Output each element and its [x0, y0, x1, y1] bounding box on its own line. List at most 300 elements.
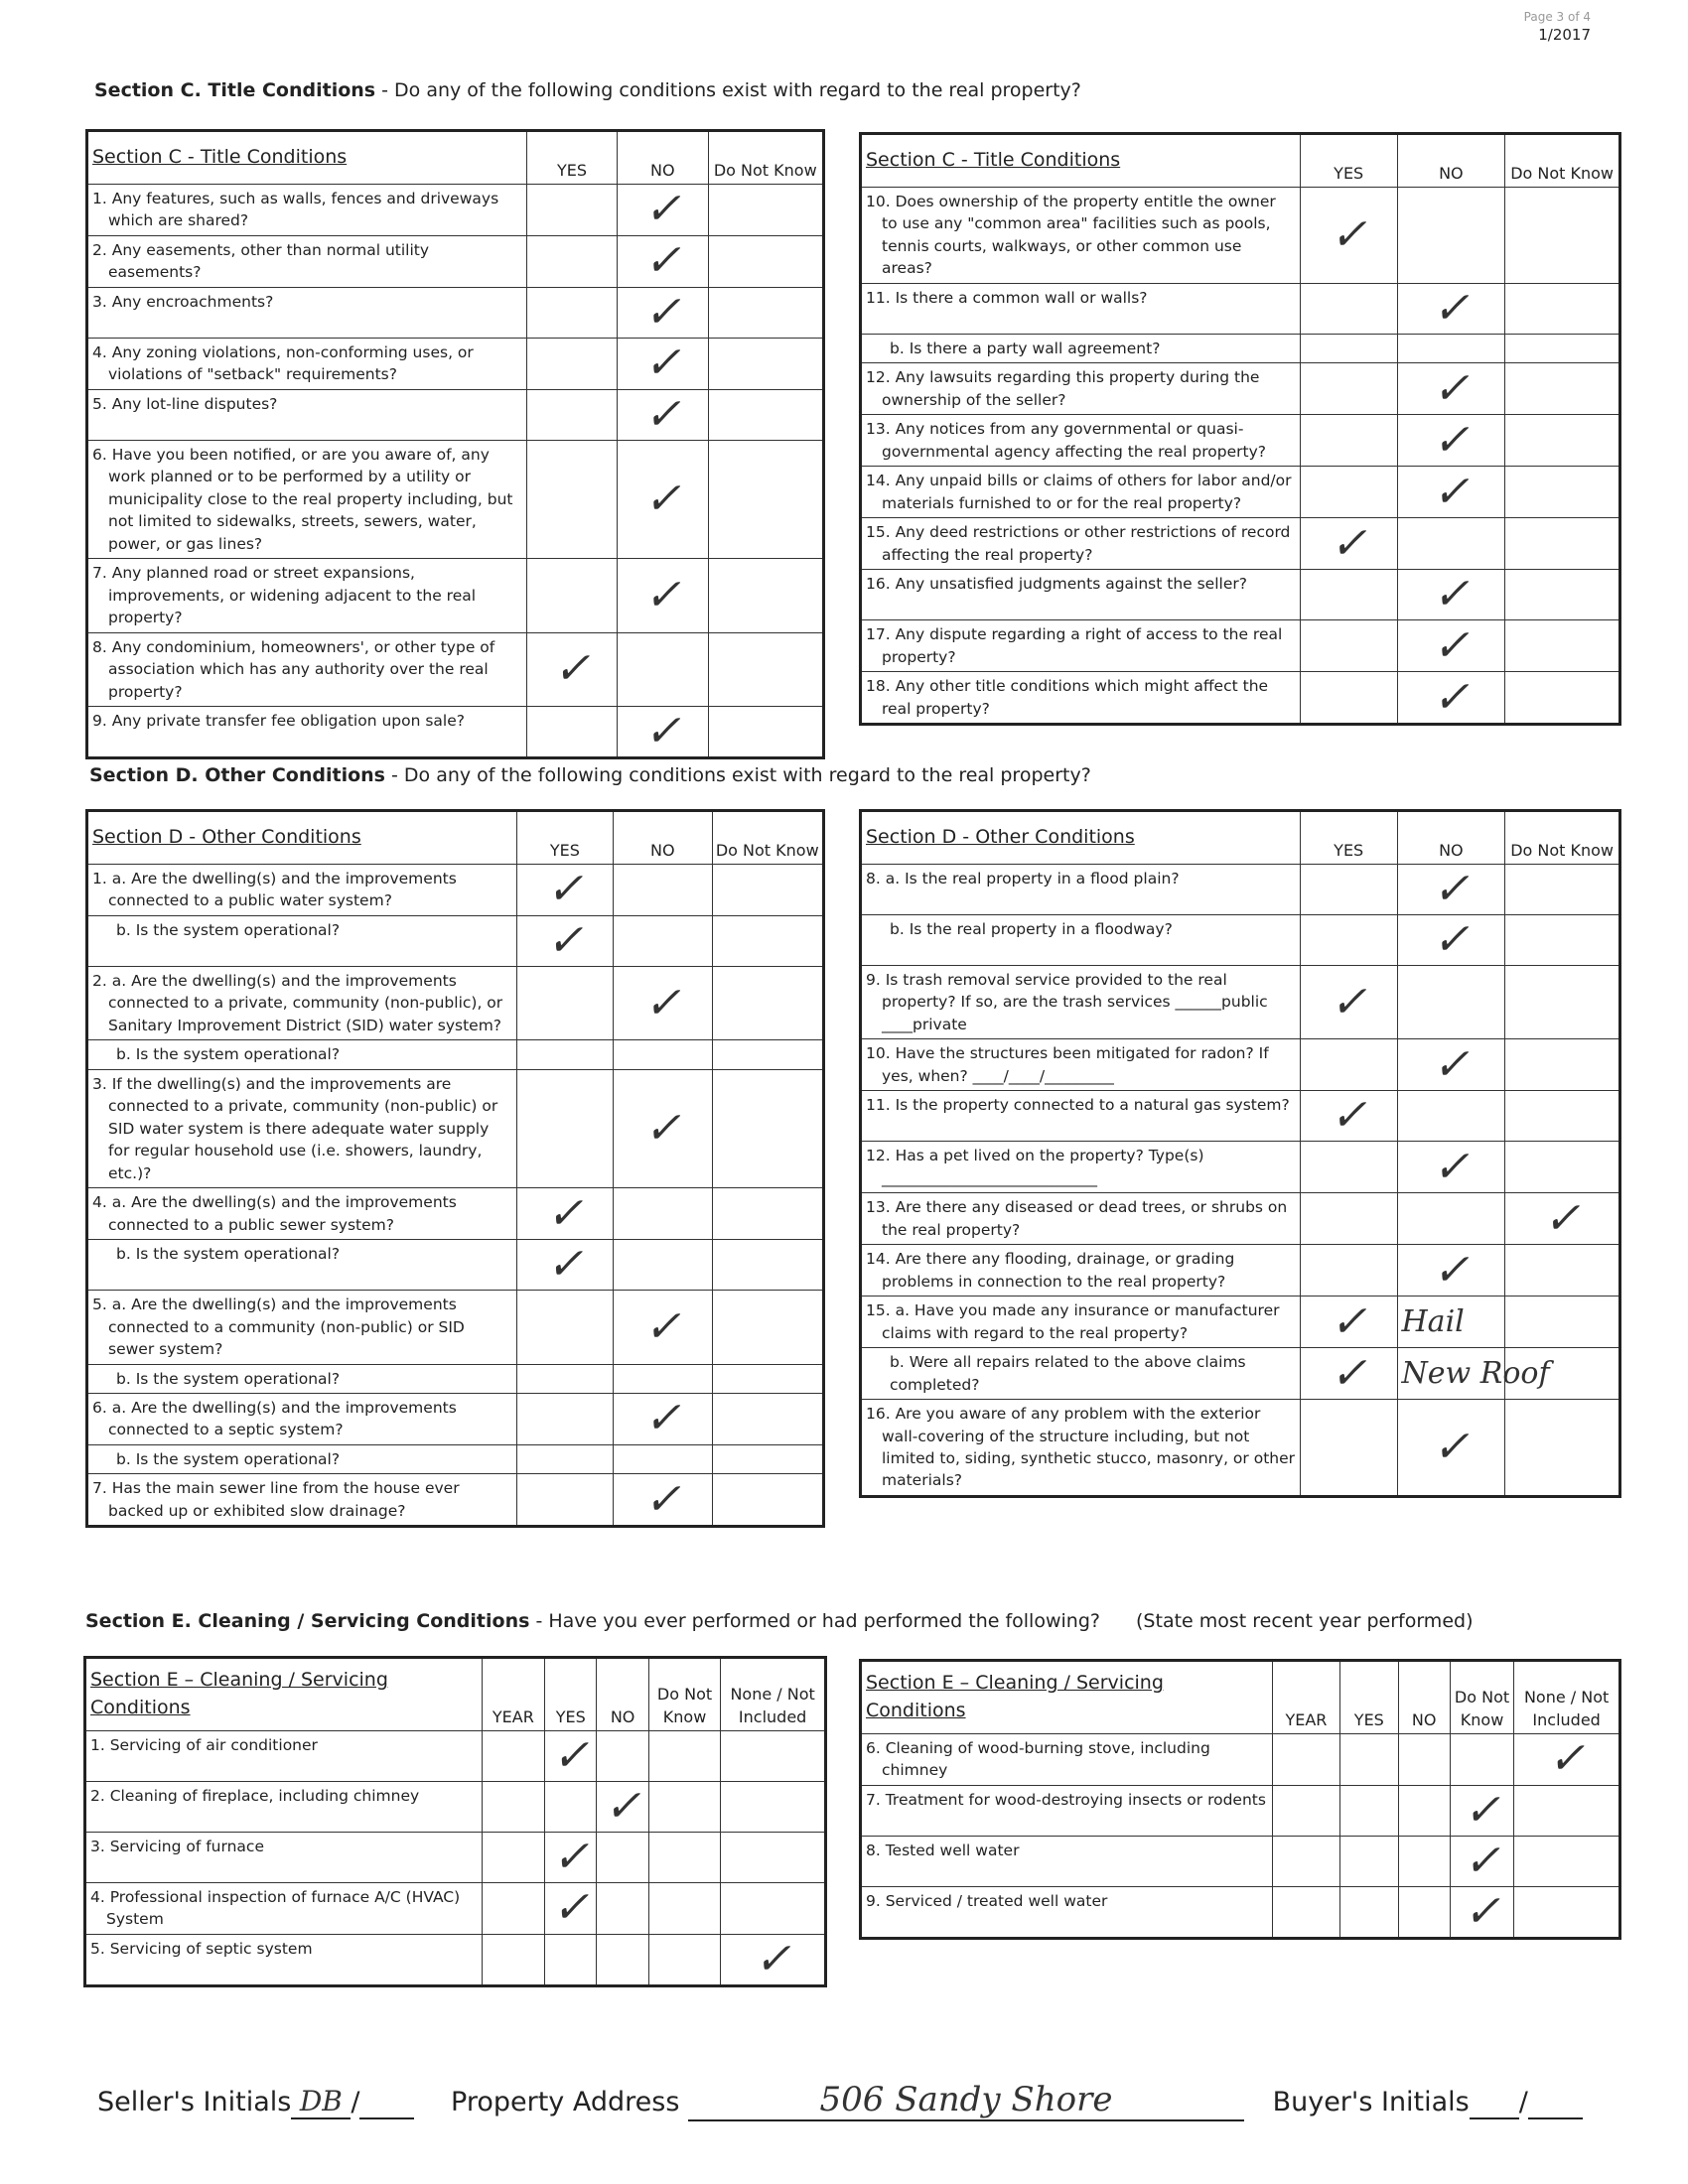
answer-cell-yes[interactable]: [1300, 1091, 1397, 1142]
answer-cell-yes[interactable]: [1300, 188, 1397, 284]
answer-cell-yes[interactable]: [526, 706, 617, 757]
answer-cell-dnk[interactable]: [712, 1069, 823, 1187]
section-d-question: - Do any of the following conditions exist with regard to the real property?: [384, 764, 1091, 786]
table-row: [87, 632, 824, 706]
answer-cell-yes[interactable]: [1300, 415, 1397, 467]
answer-cell-no[interactable]: [618, 185, 708, 236]
answer-cell-none[interactable]: [721, 1883, 826, 1935]
checkmark-icon: ✓: [1330, 1296, 1367, 1347]
answer-cell-dnk[interactable]: [1505, 188, 1620, 284]
answer-cell-dnk[interactable]: [648, 1833, 720, 1883]
table-row: [861, 620, 1620, 672]
answer-cell-dnk[interactable]: [1505, 1245, 1620, 1297]
answer-cell-dnk[interactable]: [648, 1731, 720, 1782]
answer-cell-no[interactable]: [614, 1474, 712, 1527]
question-text: b. Is there a party wall agreement?: [890, 339, 1161, 357]
answer-cell-yes[interactable]: [1300, 334, 1397, 362]
checkmark-icon: ✓: [1432, 914, 1470, 965]
question-cell: [85, 1731, 483, 1782]
answer-cell-no[interactable]: [618, 287, 708, 338]
question-cell: [87, 1393, 517, 1444]
checkmark-icon: ✓: [643, 1473, 681, 1525]
column-header-yes: YES: [1300, 134, 1397, 188]
checkmark-icon: ✓: [754, 1933, 791, 1984]
answer-cell-no[interactable]: [1398, 1886, 1450, 1938]
answer-cell-yes[interactable]: [1300, 1400, 1397, 1497]
section-c-table-right: [859, 132, 1621, 726]
table-row: [87, 1069, 824, 1187]
table-row: [861, 467, 1620, 518]
answer-cell-dnk[interactable]: [648, 1782, 720, 1833]
answer-cell-no[interactable]: [597, 1782, 648, 1833]
answer-cell-no[interactable]: [1397, 1193, 1505, 1245]
answer-cell-yes[interactable]: [526, 338, 617, 389]
question-cell: [87, 915, 517, 966]
checkmark-icon: ✓: [1432, 466, 1470, 517]
section-d-heading: [89, 764, 1091, 786]
answer-cell-yes[interactable]: [1300, 966, 1397, 1039]
checkmark-icon: ✓: [643, 569, 681, 620]
question-text: b. Is the real property in a floodway?: [890, 920, 1173, 938]
answer-cell-no[interactable]: [614, 1393, 712, 1444]
answer-cell-yes[interactable]: [526, 440, 617, 558]
question-cell: [87, 1444, 517, 1473]
question-cell: [861, 467, 1301, 518]
answer-cell-yes[interactable]: [516, 1240, 613, 1291]
answer-cell-dnk[interactable]: [712, 1474, 823, 1527]
question-text: 16. Any unsatisfied judgments against the seller?: [866, 575, 1247, 594]
answer-cell-year[interactable]: [482, 1934, 544, 1985]
answer-cell-no[interactable]: [1397, 1039, 1505, 1091]
answer-cell-no[interactable]: [614, 1364, 712, 1393]
checkmark-icon: ✓: [1543, 1192, 1581, 1244]
answer-cell-dnk[interactable]: [708, 559, 824, 632]
checkmark-icon: ✓: [546, 914, 584, 966]
section-c-question: - Do any of the following conditions exist with regard to the real property?: [375, 79, 1081, 101]
answer-cell-no[interactable]: [1397, 865, 1505, 915]
answer-cell-year[interactable]: [1272, 1836, 1339, 1886]
answer-cell-dnk[interactable]: [708, 440, 824, 558]
table-row: [87, 287, 824, 338]
table-row: [861, 915, 1620, 966]
table-row: [87, 865, 824, 916]
answer-cell-no[interactable]: [1397, 915, 1505, 966]
buyer-initials-field[interactable]: [1470, 2087, 1519, 2119]
answer-cell-yes[interactable]: [516, 1474, 613, 1527]
answer-cell-dnk[interactable]: [712, 1040, 823, 1069]
section-e-table-right: [859, 1659, 1621, 1940]
question-text: 10. Does ownership of the property entitle the owner to use any "common area" facilities such as pools, tennis courts, walkways, or other common use areas?: [866, 193, 1276, 278]
answer-cell-no[interactable]: [614, 1188, 712, 1240]
table-row: [87, 440, 824, 558]
question-cell: [87, 1364, 517, 1393]
table-row: [861, 1091, 1620, 1142]
answer-cell-no[interactable]: [1398, 1836, 1450, 1886]
answer-cell-no[interactable]: [614, 1444, 712, 1473]
answer-cell-yes[interactable]: [516, 1188, 613, 1240]
answer-cell-no[interactable]: [614, 865, 712, 916]
answer-cell-yes[interactable]: [1300, 1297, 1397, 1348]
checkmark-icon: ✓: [643, 1300, 681, 1352]
answer-cell-no[interactable]: [1397, 1297, 1505, 1348]
section-e-note: (State most recent year performed): [1136, 1610, 1474, 1632]
answer-cell-yes[interactable]: [516, 966, 613, 1039]
answer-cell-no[interactable]: [614, 1291, 712, 1364]
answer-cell-no[interactable]: [597, 1934, 648, 1985]
answer-cell-yes[interactable]: [1340, 1785, 1398, 1836]
question-text: b. Is the system operational?: [116, 1045, 341, 1064]
table-row: [861, 1348, 1620, 1400]
answer-cell-yes[interactable]: [1300, 1142, 1397, 1193]
table-row: [87, 1040, 824, 1069]
answer-cell-dnk[interactable]: [708, 389, 824, 440]
question-text: 4. Any zoning violations, non-conforming uses, or violations of "setback" requirements?: [92, 342, 474, 384]
answer-cell-dnk[interactable]: [712, 1291, 823, 1364]
question-cell: [861, 915, 1301, 966]
section-c-table-left: [85, 129, 825, 759]
checkmark-icon: ✓: [1432, 1141, 1470, 1192]
answer-cell-no[interactable]: [1397, 570, 1505, 620]
answer-cell-yes[interactable]: [1300, 620, 1397, 672]
table-row: [85, 1883, 826, 1935]
answer-cell-dnk[interactable]: [1505, 672, 1620, 725]
question-cell: [861, 1245, 1301, 1297]
checkmark-icon: ✓: [552, 1882, 590, 1934]
answer-cell-no[interactable]: [1397, 1245, 1505, 1297]
answer-cell-no[interactable]: [618, 440, 708, 558]
answer-cell-yes[interactable]: [516, 915, 613, 966]
answer-cell-no[interactable]: [614, 966, 712, 1039]
question-text: 12. Has a pet lived on the property? Type(s) ____________________________: [866, 1147, 1204, 1187]
checkmark-icon: ✓: [643, 1102, 681, 1154]
table-header-row: [87, 131, 824, 185]
table-row: [87, 915, 824, 966]
answer-cell-dnk[interactable]: [1450, 1886, 1513, 1938]
answer-cell-no[interactable]: [1397, 1348, 1550, 1400]
column-header-yes: YES: [1340, 1661, 1398, 1734]
answer-cell-no[interactable]: [1397, 415, 1505, 467]
checkmark-icon: ✓: [1330, 1347, 1367, 1399]
answer-cell-yes[interactable]: [1300, 865, 1397, 915]
question-text: 3. Servicing of furnace: [90, 1838, 264, 1855]
table-row: [861, 1886, 1620, 1938]
answer-cell-dnk[interactable]: [1505, 865, 1620, 915]
answer-cell-no[interactable]: [1397, 518, 1505, 570]
answer-cell-dnk[interactable]: [708, 235, 824, 287]
table-row: [87, 706, 824, 757]
answer-cell-dnk[interactable]: [1505, 467, 1620, 518]
question-cell: [87, 632, 527, 706]
answer-cell-year[interactable]: [482, 1731, 544, 1782]
answer-cell-no[interactable]: [597, 1883, 648, 1935]
checkmark-icon: ✓: [553, 643, 591, 695]
answer-cell-yes[interactable]: [545, 1883, 597, 1935]
checkmark-icon: ✓: [643, 235, 681, 287]
answer-cell-yes[interactable]: [526, 632, 617, 706]
answer-cell-yes[interactable]: [1300, 1245, 1397, 1297]
answer-cell-dnk[interactable]: [712, 1188, 823, 1240]
answer-cell-none[interactable]: [721, 1782, 826, 1833]
answer-cell-dnk[interactable]: [1505, 1091, 1620, 1142]
answer-cell-yes[interactable]: [1300, 672, 1397, 725]
question-text: 3. Any encroachments?: [92, 292, 274, 311]
answer-cell-dnk[interactable]: [712, 915, 823, 966]
column-header-yes: YES: [516, 811, 613, 865]
table-title: Section C - Title Conditions: [861, 134, 1301, 188]
answer-cell-yes[interactable]: [545, 1782, 597, 1833]
answer-cell-dnk[interactable]: [1505, 1142, 1620, 1193]
answer-cell-dnk[interactable]: [1505, 915, 1620, 966]
answer-cell-yes[interactable]: [1300, 467, 1397, 518]
table-row: [861, 1142, 1620, 1193]
answer-cell-dnk[interactable]: [708, 185, 824, 236]
answer-cell-dnk[interactable]: [708, 287, 824, 338]
question-text: 7. Has the main sewer line from the house ever backed up or exhibited slow drainage?: [92, 1479, 460, 1520]
question-cell: [861, 1039, 1301, 1091]
question-cell: [861, 334, 1301, 362]
answer-cell-dnk[interactable]: [712, 1393, 823, 1444]
answer-cell-dnk[interactable]: [712, 1444, 823, 1473]
question-cell: [85, 1782, 483, 1833]
answer-cell-no[interactable]: [618, 632, 708, 706]
table-header-row: [85, 1658, 826, 1731]
answer-cell-dnk[interactable]: [712, 865, 823, 916]
table-row: [87, 1188, 824, 1240]
checkmark-icon: ✓: [546, 864, 584, 915]
answer-cell-no[interactable]: [618, 706, 708, 757]
section-e-title: Section E. Cleaning / Servicing Conditions: [85, 1610, 530, 1632]
answer-cell-yes[interactable]: [516, 1393, 613, 1444]
answer-cell-no[interactable]: [1397, 1400, 1505, 1497]
answer-cell-year[interactable]: [1272, 1886, 1339, 1938]
answer-cell-yes[interactable]: [1300, 1348, 1397, 1400]
answer-cell-yes[interactable]: [516, 1444, 613, 1473]
answer-cell-dnk[interactable]: [1450, 1785, 1513, 1836]
answer-cell-yes[interactable]: [526, 559, 617, 632]
answer-cell-year[interactable]: [1272, 1785, 1339, 1836]
question-cell: [861, 518, 1301, 570]
answer-cell-no[interactable]: [1397, 1142, 1505, 1193]
buyer-initials-field-2[interactable]: [1528, 2087, 1583, 2119]
answer-cell-yes[interactable]: [516, 1040, 613, 1069]
answer-cell-dnk[interactable]: [1505, 334, 1620, 362]
answer-cell-dnk[interactable]: [1450, 1734, 1513, 1786]
answer-cell-dnk[interactable]: [1505, 1400, 1620, 1497]
answer-cell-yes[interactable]: [526, 389, 617, 440]
answer-cell-no[interactable]: [1397, 672, 1505, 725]
answer-cell-dnk[interactable]: [1505, 415, 1620, 467]
answer-cell-yes[interactable]: [516, 1291, 613, 1364]
answer-cell-yes[interactable]: [1340, 1886, 1398, 1938]
answer-cell-yes[interactable]: [1340, 1836, 1398, 1886]
answer-cell-none[interactable]: [1514, 1836, 1620, 1886]
answer-cell-yes[interactable]: [526, 185, 617, 236]
table-row: [861, 1297, 1620, 1348]
table-row: [861, 1785, 1620, 1836]
answer-cell-no[interactable]: [1397, 188, 1505, 284]
answer-cell-none[interactable]: [1514, 1886, 1620, 1938]
answer-cell-no[interactable]: [614, 915, 712, 966]
answer-cell-yes[interactable]: [1300, 570, 1397, 620]
answer-cell-no[interactable]: [1397, 283, 1505, 334]
answer-cell-no[interactable]: [614, 1069, 712, 1187]
answer-cell-yes[interactable]: [1300, 1193, 1397, 1245]
answer-cell-dnk[interactable]: [712, 1364, 823, 1393]
answer-cell-year[interactable]: [482, 1833, 544, 1883]
question-text: 3. If the dwelling(s) and the improvements are connected to a private, community (non-public) or SID water system is there adequate water supply for regular household use (i.e. showers, laundry, etc.)?: [92, 1074, 498, 1182]
question-text: 2. Any easements, other than normal utility easements?: [92, 240, 430, 282]
answer-cell-yes[interactable]: [516, 1069, 613, 1187]
question-text: 5. Any lot-line disputes?: [92, 394, 278, 413]
answer-cell-dnk[interactable]: [648, 1883, 720, 1935]
answer-cell-yes[interactable]: [516, 865, 613, 916]
answer-cell-dnk[interactable]: [648, 1934, 720, 1985]
answer-cell-no[interactable]: [614, 1040, 712, 1069]
question-text: 13. Are there any diseased or dead trees, or shrubs on the real property?: [866, 1198, 1288, 1239]
table-title: Section C - Title Conditions: [87, 131, 527, 185]
table-title: Section D - Other Conditions: [87, 811, 517, 865]
answer-cell-yes[interactable]: [545, 1934, 597, 1985]
answer-cell-dnk[interactable]: [1505, 966, 1620, 1039]
question-text: 1. a. Are the dwelling(s) and the improvements connected to a public water system?: [92, 870, 457, 910]
answer-cell-no[interactable]: [618, 389, 708, 440]
answer-cell-none[interactable]: [1514, 1785, 1620, 1836]
answer-cell-yes[interactable]: [1300, 915, 1397, 966]
answer-cell-dnk[interactable]: [1505, 1039, 1620, 1091]
answer-cell-none[interactable]: [721, 1833, 826, 1883]
answer-cell-year[interactable]: [482, 1883, 544, 1935]
answer-cell-dnk[interactable]: [712, 1240, 823, 1291]
answer-cell-no[interactable]: [1397, 363, 1505, 415]
answer-cell-dnk[interactable]: [708, 706, 824, 757]
answer-cell-dnk[interactable]: [712, 966, 823, 1039]
answer-cell-dnk[interactable]: [1505, 1297, 1620, 1348]
table-row: [861, 1039, 1620, 1091]
answer-cell-yes[interactable]: [545, 1731, 597, 1782]
answer-cell-yes[interactable]: [526, 287, 617, 338]
answer-cell-no[interactable]: [1397, 1091, 1505, 1142]
answer-cell-no[interactable]: [597, 1731, 648, 1782]
seller-initials-field-2[interactable]: [359, 2087, 414, 2119]
table-row: [861, 188, 1620, 284]
checkmark-icon: ✓: [643, 977, 681, 1028]
answer-cell-no[interactable]: [1397, 467, 1505, 518]
table-row: [861, 1734, 1620, 1786]
answer-cell-none[interactable]: [1514, 1734, 1620, 1786]
table-row: [85, 1934, 826, 1985]
answer-cell-no[interactable]: [597, 1833, 648, 1883]
question-cell: [87, 1069, 517, 1187]
answer-cell-no[interactable]: [1397, 966, 1505, 1039]
question-cell: [861, 283, 1301, 334]
checkmark-icon: ✓: [643, 184, 681, 235]
answer-cell-yes[interactable]: [1300, 283, 1397, 334]
checkmark-icon: ✓: [546, 1187, 584, 1239]
answer-cell-no[interactable]: [1397, 620, 1505, 672]
answer-cell-no[interactable]: [618, 559, 708, 632]
answer-cell-no[interactable]: [1398, 1785, 1450, 1836]
answer-cell-dnk[interactable]: [1505, 620, 1620, 672]
table-row: [87, 559, 824, 632]
answer-cell-yes[interactable]: [545, 1833, 597, 1883]
checkmark-icon: ✓: [1432, 1421, 1470, 1472]
answer-cell-dnk[interactable]: [1505, 1193, 1620, 1245]
question-text: 18. Any other title conditions which might affect the real property?: [866, 677, 1269, 718]
answer-cell-year[interactable]: [1272, 1734, 1339, 1786]
answer-cell-dnk[interactable]: [1505, 283, 1620, 334]
question-cell: [87, 1188, 517, 1240]
answer-cell-no[interactable]: [618, 338, 708, 389]
answer-cell-none[interactable]: [721, 1731, 826, 1782]
question-text: 12. Any lawsuits regarding this property during the ownership of the seller?: [866, 368, 1260, 409]
answer-cell-yes[interactable]: [1300, 1039, 1397, 1091]
table-row: [85, 1782, 826, 1833]
property-address-label: Property Address: [451, 2087, 680, 2117]
table-row: [861, 1400, 1620, 1497]
answer-cell-dnk[interactable]: [1505, 363, 1620, 415]
answer-cell-dnk[interactable]: [1450, 1836, 1513, 1886]
answer-cell-no[interactable]: [1398, 1734, 1450, 1786]
table-row: [861, 865, 1620, 915]
question-cell: [87, 1291, 517, 1364]
answer-cell-year[interactable]: [482, 1782, 544, 1833]
question-text: 16. Are you aware of any problem with the exterior wall-covering of the structure including, but not limited to, siding, synthetic stucco, masonry, or other materials?: [866, 1405, 1296, 1490]
question-cell: [861, 672, 1301, 725]
answer-cell-yes[interactable]: [1300, 518, 1397, 570]
question-cell: [861, 1297, 1301, 1348]
section-c-title: Section C. Title Conditions: [94, 79, 376, 101]
table-row: [861, 518, 1620, 570]
table-header-row: [861, 134, 1620, 188]
answer-cell-none[interactable]: [721, 1934, 826, 1985]
answer-cell-no[interactable]: [1397, 334, 1505, 362]
question-cell: [861, 1091, 1301, 1142]
answer-cell-no[interactable]: [618, 235, 708, 287]
table-header-row: [861, 811, 1620, 865]
question-text: 8. a. Is the real property in a flood plain?: [866, 870, 1180, 887]
column-header-yes: YES: [526, 131, 617, 185]
checkmark-icon: ✓: [1464, 1885, 1500, 1937]
question-text: 10. Have the structures been mitigated for radon? If yes, when? ____/____/_________: [866, 1044, 1269, 1085]
question-cell: [861, 415, 1301, 467]
column-header-dnk: Do Not Know: [1505, 811, 1620, 865]
answer-cell-dnk[interactable]: [1505, 570, 1620, 620]
checkmark-icon: ✓: [1432, 1244, 1470, 1296]
buyer-initials-label: Buyer's Initials: [1272, 2087, 1470, 2117]
question-text: 1. Any features, such as walls, fences and driveways which are shared?: [92, 190, 499, 230]
table-row: [87, 185, 824, 236]
column-header-none: None / Not Included: [1514, 1661, 1620, 1734]
section-e-heading: [85, 1610, 1473, 1632]
property-address-field[interactable]: 506 Sandy Shore: [688, 2080, 1244, 2121]
question-cell: [861, 363, 1301, 415]
answer-cell-yes[interactable]: [1340, 1734, 1398, 1786]
seller-initials-field[interactable]: DB: [291, 2085, 351, 2119]
answer-cell-dnk[interactable]: [708, 338, 824, 389]
column-header-none: None / Not Included: [721, 1658, 826, 1731]
answer-cell-no[interactable]: [614, 1240, 712, 1291]
checkmark-icon: ✓: [1432, 282, 1470, 334]
seller-initials-label: Seller's Initials: [97, 2087, 292, 2117]
answer-cell-yes[interactable]: [516, 1364, 613, 1393]
table-row: [861, 415, 1620, 467]
answer-cell-yes[interactable]: [1300, 363, 1397, 415]
answer-cell-yes[interactable]: [526, 235, 617, 287]
question-text: 4. a. Are the dwelling(s) and the improvements connected to a public sewer system?: [92, 1193, 457, 1234]
column-header-dnk: Do Not Know: [712, 811, 823, 865]
answer-cell-dnk[interactable]: [1505, 518, 1620, 570]
answer-cell-dnk[interactable]: [708, 632, 824, 706]
